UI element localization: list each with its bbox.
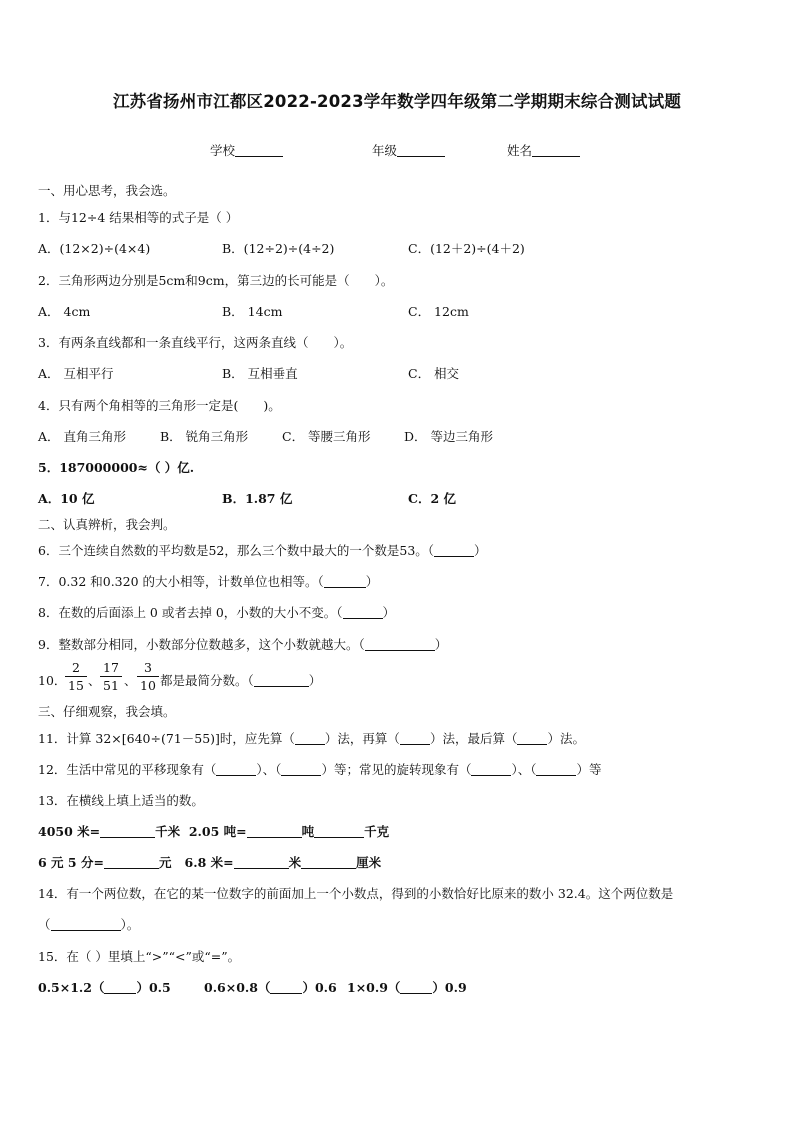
question-9 <box>38 635 447 653</box>
fraction-1-denominator: 15 <box>68 678 84 693</box>
q13-r2-d: 米 <box>288 855 302 870</box>
q15-expression-3 <box>347 978 467 996</box>
question-11 <box>38 729 585 747</box>
q1-option-a: A．(12×2)÷(4×4) <box>38 241 151 256</box>
q15-blank-2 <box>270 980 302 994</box>
q13-r2-a: 6 元 5 分= <box>38 855 104 870</box>
q4-option-a: A． 直角三角形 <box>38 429 127 444</box>
section-3-heading: 三、仔细观察，我会填。 <box>38 704 176 719</box>
q10-fraction-1 <box>65 660 87 693</box>
q11-part-3: ）法，最后算（ <box>429 731 518 746</box>
q7-answer-blank <box>324 574 366 588</box>
q15-blank-3 <box>400 980 432 994</box>
q13-r2-c: 6.8 米= <box>184 855 234 870</box>
q8-close: ） <box>382 605 396 620</box>
q13-row-1 <box>38 822 389 840</box>
q9-answer-blank <box>365 637 435 651</box>
q12-part-2: ）、（ <box>256 762 282 777</box>
q15-e2-a: 0.6×0.8（ <box>204 980 271 995</box>
q8-answer-blank <box>343 605 383 619</box>
q3-option-c: C． 相交 <box>408 366 460 381</box>
q3-option-b: B． 互相垂直 <box>222 366 298 381</box>
school-blank <box>235 143 283 157</box>
q1-option-b: B．(12÷2)÷(4÷2) <box>222 241 335 256</box>
q4-option-c: C． 等腰三角形 <box>282 429 371 444</box>
q9-close: ） <box>434 637 448 652</box>
question-8 <box>38 603 395 621</box>
fraction-3-numerator: 3 <box>137 660 159 677</box>
q13-blank-6 <box>301 855 356 869</box>
q10-number: 10． <box>38 673 67 688</box>
q11-blank-1 <box>295 731 325 745</box>
q12-part-4: ）、（ <box>511 762 537 777</box>
q2-option-c: C． 12cm <box>408 304 469 319</box>
q5-option-b: B．1.87 亿 <box>222 491 293 506</box>
name-field <box>507 141 580 159</box>
fraction-2-numerator: 17 <box>100 660 122 677</box>
q15-e2-b: ）0.6 <box>302 980 337 995</box>
q15-expression-1 <box>38 978 171 996</box>
q13-blank-3 <box>314 824 364 838</box>
q11-part-1: 11．计算 32×[640÷(71－55)]时，应先算（ <box>38 731 295 746</box>
q11-blank-3 <box>517 731 547 745</box>
question-1: 1．与12÷4 结果相等的式子是（ ） <box>38 210 239 225</box>
question-4: 4．只有两个角相等的三角形一定是( )。 <box>38 398 281 413</box>
q9-text: 9．整数部分相同，小数部分位数越多，这个小数就越大。（ <box>38 637 365 652</box>
q15-e1-a: 0.5×1.2（ <box>38 980 105 995</box>
grade-label: 年级 <box>372 143 398 158</box>
q15-expression-2 <box>204 978 337 996</box>
q7-text: 7．0.32 和0.320 的大小相等，计数单位也相等。（ <box>38 574 324 589</box>
q11-part-2: ）法，再算（ <box>324 731 400 746</box>
q10-text: 都是最简分数。（ <box>160 673 254 688</box>
q13-row-2 <box>38 853 381 871</box>
q2-option-a: A． 4cm <box>38 304 91 319</box>
q15-e3-b: ）0.9 <box>432 980 467 995</box>
q12-part-1: 12．生活中常见的平移现象有（ <box>38 762 217 777</box>
q12-blank-1 <box>216 762 256 776</box>
q13-r1-a: 4050 米= <box>38 824 101 839</box>
name-label: 姓名 <box>507 143 533 158</box>
school-field <box>210 141 283 159</box>
question-12 <box>38 760 601 778</box>
q14-close: ）。 <box>120 917 140 932</box>
q5-option-a: A．10 亿 <box>38 491 95 506</box>
question-6 <box>38 541 487 559</box>
q10-answer-blank <box>254 673 309 687</box>
q6-text: 6．三个连续自然数的平均数是52，那么三个数中最大的一个数是53。（ <box>38 543 435 558</box>
q15-e1-b: ）0.5 <box>136 980 171 995</box>
q14-answer-line <box>38 915 139 933</box>
question-2: 2．三角形两边分别是5cm和9cm，第三边的长可能是（ ）。 <box>38 273 394 288</box>
q13-r1-b: 千米 <box>155 824 181 839</box>
grade-blank <box>397 143 445 157</box>
q13-r1-e: 千克 <box>364 824 390 839</box>
section-1-heading: 一、用心思考，我会选。 <box>38 183 176 198</box>
q10-fraction-2 <box>100 660 122 693</box>
q15-blank-1 <box>104 980 136 994</box>
q13-r1-c: 2.05 吨= <box>188 824 247 839</box>
q3-option-a: A． 互相平行 <box>38 366 114 381</box>
q1-option-c: C．(12＋2)÷(4＋2) <box>408 241 525 256</box>
school-label: 学校 <box>210 143 236 158</box>
question-14: 14．有一个两位数，在它的某一位数字的前面加上一个小数点，得到的小数恰好比原来的数小 32.4。这个两位数是 <box>38 886 674 901</box>
q11-blank-2 <box>400 731 430 745</box>
q5-option-c: C．2 亿 <box>408 491 456 506</box>
q12-blank-3 <box>471 762 511 776</box>
question-13: 13．在横线上填上适当的数。 <box>38 793 204 808</box>
question-3: 3．有两条直线都和一条直线平行，这两条直线（ ）。 <box>38 335 353 350</box>
q13-r2-b: 元 <box>158 855 172 870</box>
q10-fraction-3 <box>137 660 159 693</box>
grade-field <box>372 141 445 159</box>
page-title: 江苏省扬州市江都区2022-2023学年数学四年级第二学期期末综合测试试题 <box>112 92 682 111</box>
name-blank <box>532 143 580 157</box>
q13-r2-e: 厘米 <box>356 855 382 870</box>
q12-blank-4 <box>536 762 576 776</box>
question-15: 15．在（ ）里填上“>”“<”或“=”。 <box>38 949 241 964</box>
q10-close: ） <box>308 673 322 688</box>
q10-separator-1: 、 <box>88 673 101 688</box>
q13-blank-1 <box>100 824 155 838</box>
question-7 <box>38 572 378 590</box>
q6-close: ） <box>474 543 487 558</box>
q7-close: ） <box>365 574 379 589</box>
fraction-3-denominator: 10 <box>140 678 156 693</box>
q4-option-b: B． 锐角三角形 <box>160 429 249 444</box>
q12-blank-2 <box>281 762 321 776</box>
q15-e3-a: 1×0.9（ <box>347 980 401 995</box>
q12-part-3: ）等；常见的旋转现象有（ <box>321 762 472 777</box>
fraction-1-numerator: 2 <box>65 660 87 677</box>
q14-answer-blank <box>51 917 121 931</box>
question-5: 5．187000000≈（ ）亿. <box>38 460 195 475</box>
q13-blank-5 <box>234 855 289 869</box>
q10-tail <box>160 671 321 689</box>
q12-part-5: ）等 <box>576 762 602 777</box>
q10-separator-2: 、 <box>124 673 137 688</box>
fraction-2-denominator: 51 <box>103 678 119 693</box>
q8-text: 8．在数的后面添上 0 或者去掉 0，小数的大小不变。（ <box>38 605 343 620</box>
q4-option-d: D． 等边三角形 <box>404 429 493 444</box>
q14-open: （ <box>38 917 51 932</box>
q13-blank-4 <box>104 855 159 869</box>
q6-answer-blank <box>434 543 474 557</box>
q13-blank-2 <box>247 824 302 838</box>
q2-option-b: B． 14cm <box>222 304 283 319</box>
section-2-heading: 二、认真辨析，我会判。 <box>38 517 176 532</box>
q13-r1-d: 吨 <box>301 824 315 839</box>
q11-part-4: ）法。 <box>547 731 585 746</box>
